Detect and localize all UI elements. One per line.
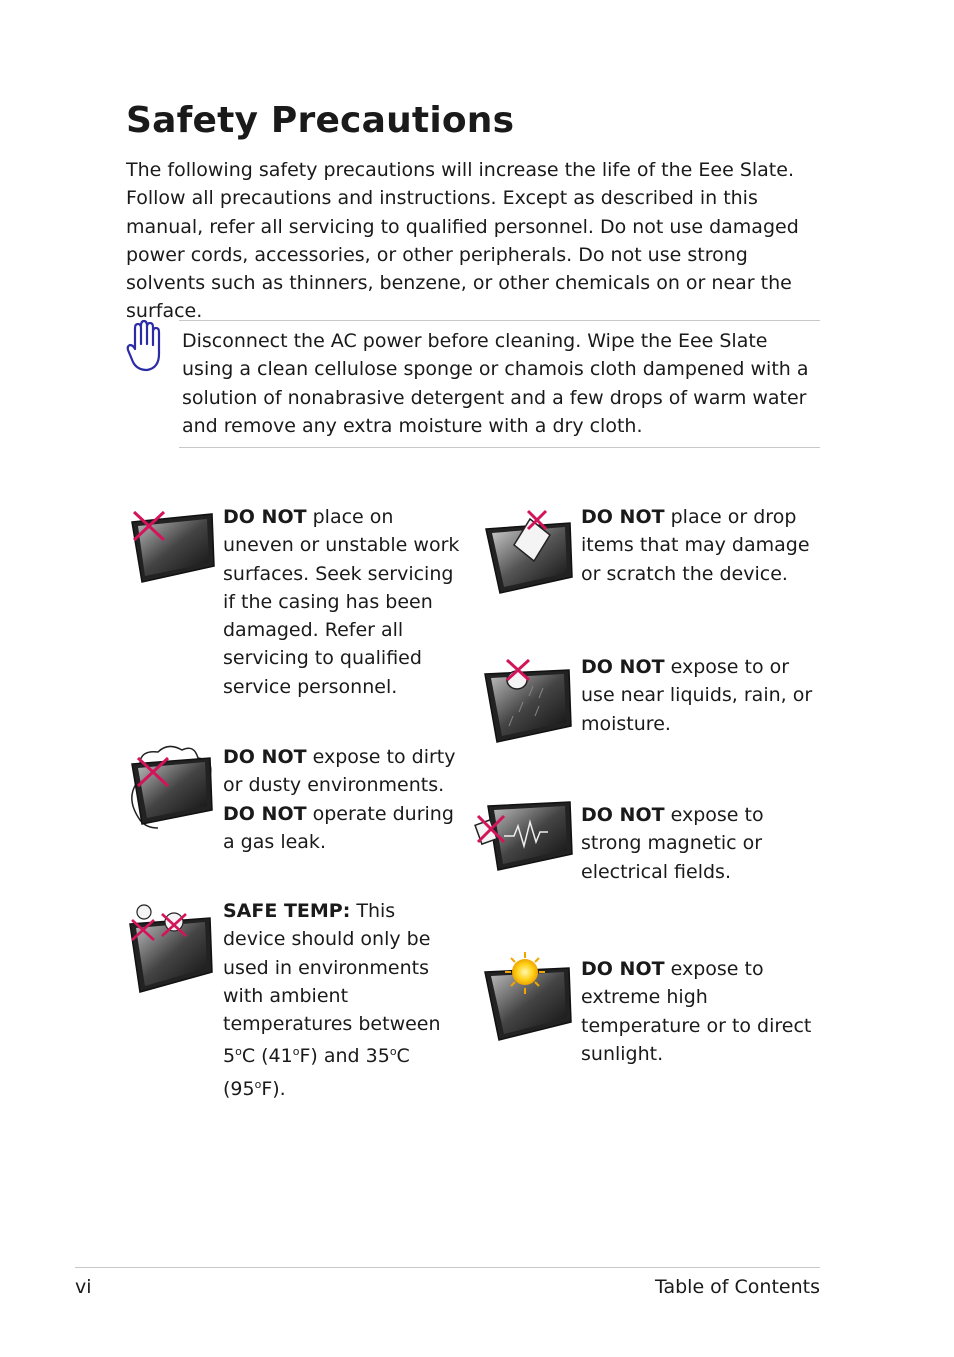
temp-text-3: F) and 35 — [299, 1045, 390, 1068]
liquids-text: expose to or use near liquids, rain, or moisture. — [581, 656, 813, 735]
dust-text: expose to dirty or dusty environments. — [223, 746, 456, 797]
rain-icon — [483, 656, 575, 744]
page-title: Safety Precautions — [126, 100, 515, 141]
liquids-bold: DO NOT — [581, 656, 665, 678]
temperature-icon — [126, 898, 216, 994]
drop-bold: DO NOT — [581, 506, 665, 528]
sun-text: expose to extreme high temperature or to direct sunlight. — [581, 958, 812, 1065]
degree-symbol: o — [292, 1045, 300, 1059]
magnetic-text: expose to strong magnetic or electrical fields. — [581, 804, 764, 883]
footer-divider — [75, 1267, 820, 1268]
unstable-text: place on uneven or unstable work surfaces. Seek servicing if the casing has been damaged. Refer all servicing to qualified service personnel. — [223, 506, 460, 698]
gas-bold: DO NOT — [223, 802, 307, 825]
magnetic-bold: DO NOT — [581, 804, 665, 826]
unstable-bold: DO NOT — [223, 506, 307, 528]
degree-symbol: o — [254, 1077, 262, 1091]
dust-bold: DO NOT — [223, 746, 307, 768]
drop-text: place or drop items that may damage or scratch the device. — [581, 506, 810, 585]
temp-text-2: C (41 — [241, 1045, 293, 1068]
intro-paragraph: The following safety precautions will increase the life of the Eee Slate. Follow all precautions and instructions. Except as described in this manual, refer all servicing to qualified personnel. Do not use damaged power cords, accessories, or other peripherals. Do not use strong solvents such as thinners, benzene, or other chemicals on or near the surface. — [126, 159, 799, 323]
sun-bold: DO NOT — [581, 958, 665, 980]
cleaning-note — [179, 320, 820, 448]
dropped-item-icon — [484, 505, 576, 595]
cleaning-note-text: Disconnect the AC power before cleaning. Wipe the Eee Slate using a clean cellulose sponge or chamois cloth dampened with a solution of nonabrasive detergent and a few drops of warm water and remove any extra moisture with a dry cloth. — [182, 330, 809, 437]
hand-icon — [125, 318, 167, 376]
temp-bold: SAFE TEMP: — [223, 900, 351, 922]
degree-symbol: o — [389, 1045, 397, 1059]
temp-text-5: F). — [261, 1077, 286, 1100]
magnetic-field-icon — [474, 800, 576, 874]
unstable-surface-icon — [128, 508, 216, 586]
gas-text: operate during a gas leak. — [223, 802, 454, 853]
footer-section-title: Table of Contents — [655, 1276, 820, 1298]
degree-symbol: o — [235, 1045, 242, 1059]
dust-icon — [126, 744, 216, 832]
sun-icon — [483, 950, 575, 1042]
page-number: vi — [75, 1276, 92, 1298]
temp-text-4: C (95 — [223, 1045, 410, 1100]
temp-text-1: This device should only be used in environments with ambient temperatures between 5 — [223, 900, 441, 1068]
